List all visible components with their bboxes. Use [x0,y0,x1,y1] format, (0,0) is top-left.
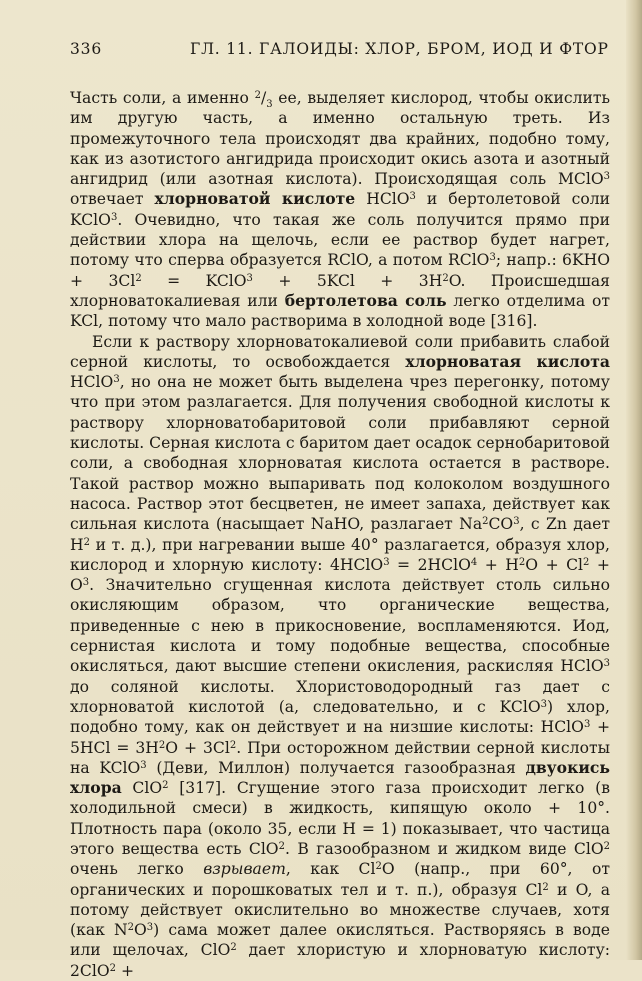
superscript: 4 [470,556,478,568]
text-run: + O [70,555,610,595]
body-text [70,88,610,981]
superscript: 3 [246,272,253,284]
superscript: 2 [83,536,90,548]
text-run: ClO [121,779,163,798]
subscript: 3 [266,99,273,111]
superscript: 2 [442,272,449,284]
text-run: / [260,89,267,107]
text-run: . В газообразном и жидком виде ClO [284,839,604,858]
superscript: 2 [482,516,489,528]
text-run: . При осторожном действии серной кислоты на KClO [70,738,610,777]
superscript: 2 [135,272,142,284]
superscript: 3 [513,516,520,528]
superscript: 2 [375,861,382,873]
superscript: 3 [146,922,154,934]
text-run: , но она не может быть выделена чрез перегонку, потому что при этом разлагается. Для получения свободной кислоты к раствору хлорноватобаритовой соли прибавляют серной кислоты. Серная кислота с баритом дает осадок сернобаритовой соли, а свободная хлорноватая кислота остается в растворе. Такой раствор можно выпаривать под колоколом воздушного насоса. Раствор этот бесцветен, не имеет запаха, действует как сильная кислота (насыщает NaHO, разлагает Na [70,373,610,534]
superscript: 2 [109,962,116,974]
running-title: ГЛ. 11. ГАЛОИДЫ: ХЛОР, БРОМ, ИОД И ФТОР [190,40,609,58]
superscript: 2 [583,556,590,568]
text-run: . Очевидно, что такая же соль получится прямо при действии хлора на щелочь, если ее раствор будет нагрет, потому что сперва образуется RClO, а потом RClO [70,210,610,270]
superscript: 3 [110,211,118,223]
text-run: ее, выделяет кислород, чтобы окислить им другую часть, а именно остальную треть. Из промежуточного тела происходят два крайних, подобно тому, как из азотистого ангидрида происходит окись азота и азотный ангидрид (или азотная кислота). Происходящая соль MClO [70,89,610,189]
page-header [70,40,609,66]
text-run: . Значительно сгущенная кислота действует столь сильно окисляющим образом, что органические вещества, приведенные с нею в прикосновение, воспламеняются. Иод, сернистая кислота и тому подобные вещества, способные окисляться, дают высшие степени окисления, раскисляя HClO [70,576,610,676]
superscript: 3 [540,698,547,710]
text-run: O + Cl [525,555,584,574]
text-run: легко отделима от KCl, потому что мало растворима в холодной воде [316]. [70,291,610,331]
superscript: 2 [254,90,261,101]
text-run: + 5HCl = 3H [70,718,611,757]
bold-term: бертолетова соль [284,290,447,310]
text-run: [317]. Сгущение этого газа происходит легко (в холодильной смеси) в жидкость, кипящую около + 10°. Плотность пара (около 35, если H = 1) показывает, что частица этого вещества есть ClO [70,779,610,858]
superscript: 2 [127,922,134,934]
text-run: Если к раствору хлорноватокалиевой соли прибавить слабой серной кислоты, то освобождается [70,332,610,371]
superscript: 2 [229,739,237,751]
text-run: (Деви, Миллон) получается газообразная [146,758,526,777]
superscript: 3 [113,374,120,386]
paragraph-1 [70,88,610,332]
bold-term: двуокись хлора [70,757,610,798]
text-run: = KClO [141,271,247,290]
text-run: и бертолетовой соли KClO [70,190,611,229]
text-run: O (напр., при 60°, от органических и порошковатых тел и т. п.), образуя Cl [70,860,610,899]
superscript: 3 [603,658,610,670]
superscript: 3 [140,759,147,771]
text-run: очень легко [70,860,204,879]
text-run: ; напр.: 6KHO + 3Cl [70,251,610,290]
superscript: 2 [518,556,526,568]
text-run: и т. д.), при нагревании выше 40° разлагается, образуя хлор, кислород и хлорную кислоту: 4HClO [70,535,610,574]
text-run: + H [477,555,519,574]
superscript: 2 [603,840,610,852]
superscript: 3 [409,191,416,203]
text-run: до соляной кислоты. Хлористоводородный газ дает с хлорноватой кислотой (а, следовательно, и с KClO [70,677,610,716]
superscript: 3 [583,719,591,731]
superscript: 3 [489,252,496,264]
text-run: дает хлористую и хлорноватую кислоту: 2ClO [70,941,610,980]
page-spine-shadow [626,0,642,960]
superscript: 2 [158,739,166,751]
superscript: 2 [230,942,237,954]
bold-term: хлорноватая кислота [405,351,610,371]
paragraph-2 [70,332,610,981]
page-number: 336 [70,40,102,58]
superscript: 3 [383,556,390,568]
text-run: ) хлор, подобно тому, как он действует и на низшие кислоты: HClO [70,697,610,737]
text-run: , как Cl [285,860,376,879]
bold-term: хлорноватой кислоте [154,189,356,209]
text-run: CO [488,515,514,534]
superscript: 3 [603,171,610,183]
text-run: и O, а потому действует окислительно во множестве случаев, хотя (как N [70,880,610,940]
text-run: ) сама может далее окисляться. Растворяясь в воде или щелочах, ClO [70,921,610,960]
superscript: 2 [162,780,169,792]
text-run: = 2HClO [389,555,471,574]
text-run: O. Происшедшая хлорноватокалиевая или [70,271,610,310]
text-run: HClO [70,373,114,392]
text-run: отвечает [70,190,155,209]
text-run: + [116,961,135,980]
superscript: 2 [542,881,549,893]
superscript: 2 [278,840,285,852]
text-run: O [134,921,147,940]
text-run: + 5KCl + 3H [252,271,443,290]
text-run: HClO [355,190,410,209]
italic-term: взрывает [203,860,286,879]
text-run: , с Zn дает H [70,515,610,554]
superscript: 3 [82,577,90,589]
text-run: Часть соли, а именно [70,89,255,107]
text-run: O + 3Cl [165,738,230,757]
